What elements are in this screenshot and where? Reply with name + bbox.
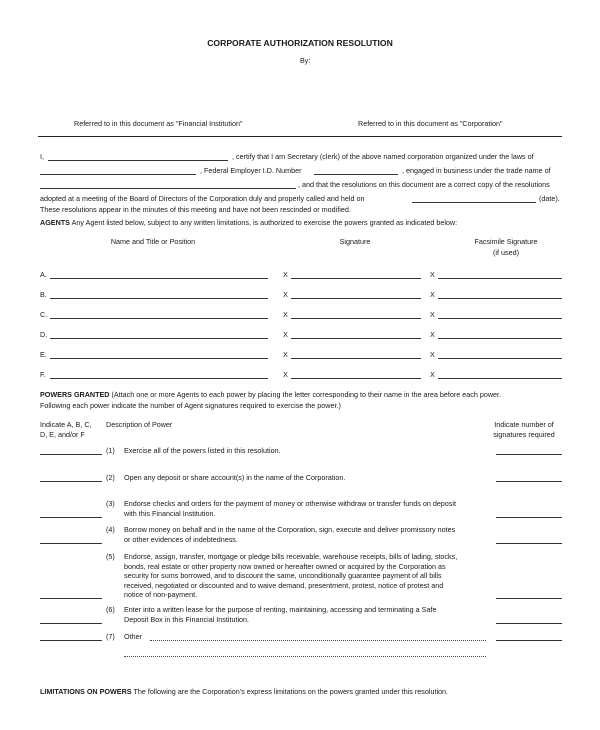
power-description-line: with this Financial Institution.: [124, 508, 216, 518]
col-name-title: Name and Title or Position: [110, 237, 196, 246]
signature-x: X: [283, 350, 288, 359]
power-description-line: notice of non-payment.: [124, 590, 198, 600]
agent-name-field[interactable]: [50, 378, 268, 379]
limitations-section: [40, 687, 448, 696]
col-facsimile: Facsimile Signature: [474, 237, 538, 246]
power-agent-letters-field[interactable]: [40, 481, 102, 482]
facsimile-x: X: [430, 290, 435, 299]
power-description-line: Endorse, assign, transfer, mortgage or pledge bills receivable, warehouse receipts, bills of lading, stocks,: [124, 552, 458, 561]
power-signatures-required-field[interactable]: [496, 481, 562, 482]
meeting-date-field[interactable]: [412, 202, 536, 203]
agent-signature-field[interactable]: [291, 298, 421, 299]
power-number: (6): [106, 605, 115, 614]
power-agent-letters-field[interactable]: [40, 598, 102, 599]
power-signatures-required-field[interactable]: [496, 623, 562, 624]
agent-name-field[interactable]: [50, 278, 268, 279]
power-number: (1): [106, 446, 115, 455]
facsimile-x: X: [430, 330, 435, 339]
power-agent-letters-field[interactable]: [40, 454, 102, 455]
power-description-line: bonds, real estate or other property now owned or hereafter owned or acquired by the Corporation as: [124, 561, 446, 571]
agents-text: Any Agent listed below, subject to any written limitations, is authorized to exercise the powers granted as indicated below:: [71, 218, 458, 227]
agent-signature-field[interactable]: [291, 338, 421, 339]
col-indicate-2: D, E, and/or F: [40, 430, 85, 439]
power-number: (4): [106, 525, 115, 534]
by-label: By:: [300, 56, 311, 65]
agent-facsimile-field[interactable]: [438, 338, 562, 339]
trade-name-text: , engaged in business under the trade name of: [402, 166, 551, 175]
power-signatures-required-field[interactable]: [496, 598, 562, 599]
agent-row-letter: A.: [40, 270, 47, 279]
agents-section: [40, 218, 457, 227]
power-description-line: Borrow money on behalf and in the name of the Corporation, sign, execute and deliver promissory notes: [124, 525, 456, 534]
agent-facsimile-field[interactable]: [438, 298, 562, 299]
power-description-line: Exercise all of the powers listed in this resolution.: [124, 446, 281, 455]
power-number: (5): [106, 552, 115, 561]
federal-id-field[interactable]: [314, 174, 398, 175]
federal-id-text: , Federal Employer I.D. Number: [200, 166, 302, 175]
agent-name-field[interactable]: [50, 298, 268, 299]
col-facsimile-sub: (if used): [493, 248, 519, 257]
signature-x: X: [283, 270, 288, 279]
adopted-text: adopted at a meeting of the Board of Directors of the Corporation duly and properly called and held on: [40, 194, 365, 203]
power-number: (3): [106, 499, 115, 508]
powers-text-line1: [40, 390, 501, 399]
facsimile-x: X: [430, 370, 435, 379]
col-description: Description of Power: [106, 420, 173, 429]
limitations-heading: LIMITATIONS ON POWERS: [40, 687, 132, 696]
powers-text1: (Attach one or more Agents to each power by placing the letter corresponding to their name in the area before each power.: [111, 390, 502, 399]
agent-row-letter: D.: [40, 330, 48, 339]
agent-signature-field[interactable]: [291, 278, 421, 279]
agent-name-field[interactable]: [50, 358, 268, 359]
power-description-line: Other: [124, 632, 142, 641]
agent-facsimile-field[interactable]: [438, 358, 562, 359]
copy-text: , and that the resolutions on this document are a correct copy of the resolutions: [298, 180, 550, 189]
power-agent-letters-field[interactable]: [40, 517, 102, 518]
certify-text: , certify that I am Secretary (clerk) of the above named corporation organized under the laws of: [232, 152, 534, 161]
other-power-extra-line[interactable]: [124, 656, 486, 657]
signature-x: X: [283, 290, 288, 299]
signature-x: X: [283, 370, 288, 379]
power-signatures-required-field[interactable]: [496, 543, 562, 544]
facsimile-x: X: [430, 270, 435, 279]
powers-heading: POWERS GRANTED: [40, 390, 110, 399]
header-divider: [38, 136, 562, 137]
power-signatures-required-field[interactable]: [496, 454, 562, 455]
facsimile-x: X: [430, 350, 435, 359]
signature-x: X: [283, 330, 288, 339]
agent-facsimile-field[interactable]: [438, 378, 562, 379]
power-description-line: received, negotiated or discounted and to waive demand, presentment, protest, notice of protest and: [124, 580, 444, 590]
col-required-2: signatures required: [493, 430, 555, 439]
agent-facsimile-field[interactable]: [438, 318, 562, 319]
power-signatures-required-field[interactable]: [496, 517, 562, 518]
power-description-line: Enter into a written lease for the purpose of renting, maintaining, accessing and terminating a Safe: [124, 605, 437, 614]
facsimile-x: X: [430, 310, 435, 319]
power-signatures-required-field[interactable]: [496, 640, 562, 641]
powers-text2: Following each power indicate the number of Agent signatures required to exercise the power.): [40, 401, 341, 410]
i-label: I,: [40, 152, 44, 161]
power-agent-letters-field[interactable]: [40, 623, 102, 624]
power-description-line: Endorse checks and orders for the payment of money or otherwise withdraw or transfer funds on deposit: [124, 499, 456, 508]
agent-signature-field[interactable]: [291, 378, 421, 379]
trade-name-field[interactable]: [40, 188, 296, 189]
secretary-name-field[interactable]: [48, 160, 228, 161]
col-signature: Signature: [339, 237, 371, 246]
power-agent-letters-field[interactable]: [40, 640, 102, 641]
agent-row-letter: B.: [40, 290, 47, 299]
agent-signature-field[interactable]: [291, 318, 421, 319]
agent-name-field[interactable]: [50, 318, 268, 319]
agent-row-letter: C.: [40, 310, 48, 319]
power-description-line: Open any deposit or share account(s) in the name of the Corporation.: [124, 473, 346, 482]
form-title: CORPORATE AUTHORIZATION RESOLUTION: [207, 38, 393, 48]
power-agent-letters-field[interactable]: [40, 543, 102, 544]
agent-signature-field[interactable]: [291, 358, 421, 359]
power-number: (7): [106, 632, 115, 641]
signature-x: X: [283, 310, 288, 319]
power-number: (2): [106, 473, 115, 482]
agent-facsimile-field[interactable]: [438, 278, 562, 279]
agent-name-field[interactable]: [50, 338, 268, 339]
date-label: (date).: [539, 194, 560, 203]
minutes-text: These resolutions appear in the minutes of this meeting and have not been rescinded or modified.: [40, 205, 351, 214]
referred-corporation: Referred to in this document as "Corporation": [358, 119, 503, 128]
agent-row-letter: F.: [40, 370, 46, 379]
power-description-line: security for sums borrowed, and to discount the same, unconditionally guarantee payment of all bills: [124, 571, 442, 581]
agents-heading: AGENTS: [40, 218, 70, 227]
referred-financial-institution: Referred to in this document as "Financial Institution": [74, 119, 243, 128]
limitations-text: The following are the Corporation's express limitations on the powers granted under this resolution.: [133, 687, 449, 696]
other-power-field[interactable]: [150, 640, 486, 641]
power-description-line: Deposit Box in this Financial Institution.: [124, 614, 250, 624]
power-description-line: or other evidences of indebtedness.: [124, 534, 238, 544]
col-indicate-1: Indicate A, B, C,: [40, 420, 92, 429]
col-required-1: Indicate number of: [494, 420, 554, 429]
state-laws-field[interactable]: [40, 174, 196, 175]
agent-row-letter: E.: [40, 350, 47, 359]
